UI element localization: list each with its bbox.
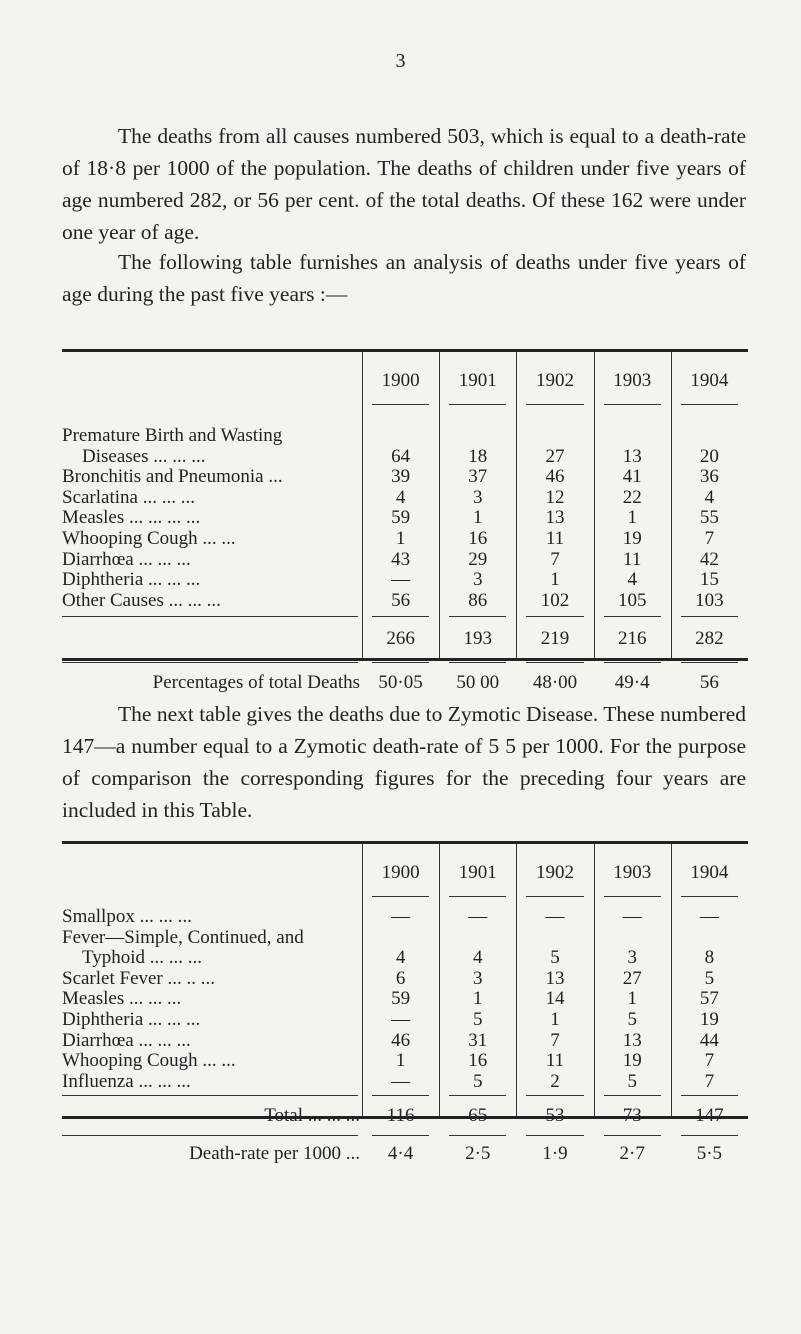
zymotic-disease-table <box>62 841 748 1165</box>
header-underline <box>449 404 506 405</box>
rule-line <box>62 1135 358 1136</box>
rule-line <box>372 662 429 663</box>
cell-value: — <box>391 906 411 927</box>
cell-value: 7 <box>550 1029 560 1051</box>
cell-value: 39 <box>391 466 411 488</box>
death-rate-value: 2·7 <box>619 1143 645 1165</box>
cell-value: 105 <box>617 589 647 611</box>
cell-value: 36 <box>699 466 719 488</box>
rule-line <box>62 616 358 617</box>
cell-value: 6 <box>395 967 406 989</box>
cell-value: 86 <box>468 589 488 611</box>
header-underline <box>372 404 429 405</box>
cell-value: 20 <box>699 445 719 467</box>
death-rate-value: 2·5 <box>465 1143 491 1165</box>
cell-value: 12 <box>545 486 565 508</box>
row-label: Typhoid ... ... ... <box>82 947 203 969</box>
cell-value: 46 <box>391 1029 411 1051</box>
header-underline <box>604 404 661 405</box>
cell-value: 46 <box>545 466 565 488</box>
cell-value: 4 <box>473 947 483 969</box>
header-underline <box>526 404 583 405</box>
cell-value: 41 <box>622 466 642 488</box>
year-header: 1904 <box>690 370 729 391</box>
cell-value: — <box>622 906 642 927</box>
row-label: Diarrhœa ... ... ... <box>62 1029 191 1051</box>
cell-value: — <box>391 1070 411 1092</box>
percentage-value: 49·4 <box>614 672 650 694</box>
row-label: Whooping Cough ... ... <box>62 1050 236 1072</box>
cell-value: 13 <box>545 507 565 529</box>
rule-line <box>526 1095 583 1096</box>
total-value: 53 <box>545 1105 565 1127</box>
row-label: Diarrhœa ... ... ... <box>62 548 191 570</box>
cell-value: 16 <box>468 1050 488 1072</box>
cell-value: 19 <box>699 1009 719 1030</box>
cell-value: 5 <box>704 967 715 989</box>
cell-value: — <box>468 906 488 927</box>
cell-value: 4 <box>704 486 715 508</box>
row-label: Other Causes ... ... ... <box>62 589 221 611</box>
rule-line <box>526 662 583 663</box>
cell-value: 15 <box>699 569 719 591</box>
cell-value: 13 <box>622 1029 642 1051</box>
cell-value: 37 <box>468 466 488 488</box>
total-value: 147 <box>695 1105 724 1127</box>
paragraph-deaths-summary: The deaths from all causes numbered 503, which is equal to a death-rate of 18·8 per 1000 of the population. The deaths of children under five years of age numbered 282, or 56 per cent. of the total deaths. Of these 162 were under one year of age. <box>62 124 746 244</box>
cell-value: 103 <box>695 589 724 611</box>
header-underline <box>372 896 429 897</box>
cell-value: 3 <box>627 947 637 969</box>
cell-value: 64 <box>391 445 411 467</box>
percentage-value: 48·00 <box>532 672 578 694</box>
cell-value: 18 <box>468 445 488 467</box>
row-label: Diseases ... ... ... <box>82 445 206 467</box>
row-label: Measles ... ... ... <box>62 988 182 1010</box>
cell-value: 13 <box>622 445 642 467</box>
year-header: 1900 <box>381 370 420 391</box>
cell-value: 5 <box>550 947 560 969</box>
rule-line <box>604 616 661 617</box>
row-label: Fever—Simple, Continued, and <box>62 926 304 948</box>
rule-line <box>604 662 661 663</box>
death-rate-label: Death-rate per 1000 ... <box>189 1143 360 1165</box>
cell-value: 1 <box>550 1009 560 1030</box>
year-header: 1901 <box>458 862 497 883</box>
cell-value: 7 <box>704 1070 715 1092</box>
cell-value: 1 <box>550 569 560 591</box>
header-underline <box>681 896 738 897</box>
rule-line <box>372 616 429 617</box>
rule-line <box>372 1095 429 1096</box>
total-value: 193 <box>463 628 493 650</box>
cell-value: 4 <box>627 569 637 591</box>
cell-value: 1 <box>395 528 406 549</box>
rule-line <box>449 662 506 663</box>
total-value: 116 <box>386 1105 415 1127</box>
total-value: 266 <box>386 628 415 650</box>
row-label: Smallpox ... ... ... <box>62 906 192 927</box>
rule-line <box>449 1135 506 1136</box>
rule-line <box>604 1135 661 1136</box>
cell-value: 11 <box>545 1050 565 1072</box>
year-header: 1900 <box>381 862 420 883</box>
year-header: 1902 <box>535 370 574 391</box>
rule-line <box>681 1135 738 1136</box>
cell-value: — <box>545 906 565 927</box>
page-number: 3 <box>395 50 406 72</box>
death-rate-value: 4·4 <box>387 1143 414 1165</box>
rule-line <box>604 1095 661 1096</box>
total-label: Total ... ... ... <box>264 1105 360 1127</box>
year-header: 1903 <box>613 862 652 883</box>
cell-value: 19 <box>622 1050 642 1072</box>
cell-value: 16 <box>468 528 488 549</box>
total-value: 216 <box>617 628 647 650</box>
cell-value: 5 <box>627 1009 637 1030</box>
cell-value: 2 <box>550 1070 560 1092</box>
deaths-under-five-table <box>62 349 748 694</box>
cell-value: — <box>391 1009 411 1030</box>
cell-value: 5 <box>473 1070 483 1092</box>
total-value: 282 <box>695 628 724 650</box>
header-underline <box>526 896 583 897</box>
rule-line <box>681 662 738 663</box>
year-header: 1902 <box>535 862 574 883</box>
death-rate-value: 1·9 <box>542 1143 568 1165</box>
total-value: 65 <box>468 1105 488 1127</box>
row-label: Diphtheria ... ... ... <box>62 569 201 591</box>
cell-value: 14 <box>545 988 565 1010</box>
rule-line <box>681 1095 738 1096</box>
cell-value: 44 <box>699 1029 719 1051</box>
cell-value: 27 <box>622 967 642 989</box>
row-label: Scarlatina ... ... ... <box>62 486 195 508</box>
cell-value: 43 <box>391 548 411 570</box>
row-label: Influenza ... ... ... <box>62 1070 191 1092</box>
header-underline <box>681 404 738 405</box>
header-underline <box>449 896 506 897</box>
cell-value: 3 <box>473 486 483 508</box>
rule-line <box>681 616 738 617</box>
header-underline <box>604 896 661 897</box>
percentages-label: Percentages of total Deaths <box>152 672 360 694</box>
cell-value: 8 <box>704 947 715 969</box>
cell-value: 7 <box>704 528 715 549</box>
row-label: Diphtheria ... ... ... <box>62 1009 201 1030</box>
cell-value: 5 <box>627 1070 637 1092</box>
paragraph-zymotic-intro: The next table gives the deaths due to Zymotic Disease. These numbered 147—a number equal to a Zymotic death-rate of 5 5 per 1000. For the purpose of comparison the corresponding figures for the preceding four years are included in this Table. <box>62 702 746 822</box>
rule-line <box>372 1135 429 1136</box>
cell-value: — <box>699 906 719 927</box>
cell-value: 1 <box>395 1050 406 1072</box>
cell-value: 31 <box>468 1029 488 1051</box>
cell-value: 4 <box>395 947 406 969</box>
total-value: 219 <box>540 628 570 650</box>
percentage-value: 50 00 <box>456 672 500 694</box>
cell-value: 1 <box>627 507 637 529</box>
cell-value: 29 <box>468 548 488 570</box>
cell-value: 59 <box>391 507 411 529</box>
cell-value: 4 <box>395 486 406 508</box>
row-label: Premature Birth and Wasting <box>62 425 283 446</box>
row-label: Scarlet Fever ... .. ... <box>62 967 216 989</box>
row-label: Measles ... ... ... ... <box>62 507 201 529</box>
cell-value: 57 <box>699 988 719 1010</box>
row-label: Whooping Cough ... ... <box>62 528 236 549</box>
cell-value: 7 <box>550 548 560 570</box>
cell-value: 11 <box>623 548 642 570</box>
cell-value: 27 <box>545 445 565 467</box>
cell-value: 1 <box>473 507 483 529</box>
rule-line <box>526 1135 583 1136</box>
year-header: 1903 <box>613 370 652 391</box>
cell-value: — <box>391 569 411 591</box>
cell-value: 13 <box>545 967 565 989</box>
cell-value: 1 <box>627 988 637 1010</box>
death-rate-value: 5·5 <box>696 1143 723 1165</box>
rule-line <box>62 1095 358 1096</box>
rule-line <box>62 662 358 663</box>
cell-value: 56 <box>391 589 411 611</box>
cell-value: 11 <box>545 528 565 549</box>
rule-line <box>526 616 583 617</box>
percentage-value: 56 <box>699 672 719 694</box>
rule-line <box>449 1095 506 1096</box>
rule-line <box>449 616 506 617</box>
cell-value: 22 <box>622 486 642 508</box>
cell-value: 1 <box>473 988 483 1010</box>
cell-value: 42 <box>699 548 719 570</box>
row-label: Bronchitis and Pneumonia ... <box>62 466 283 488</box>
total-value: 73 <box>622 1105 642 1127</box>
cell-value: 5 <box>473 1009 483 1030</box>
paragraph-table-intro: The following table furnishes an analysis of deaths under five years of age during the past five years :— <box>62 250 746 306</box>
year-header: 1904 <box>690 862 729 883</box>
percentage-value: 50·05 <box>378 672 423 694</box>
cell-value: 55 <box>699 507 719 529</box>
year-header: 1901 <box>458 370 497 391</box>
cell-value: 3 <box>473 569 483 591</box>
cell-value: 19 <box>622 528 642 549</box>
cell-value: 7 <box>704 1050 715 1072</box>
cell-value: 3 <box>473 967 483 989</box>
cell-value: 102 <box>540 589 570 611</box>
cell-value: 59 <box>391 988 411 1010</box>
